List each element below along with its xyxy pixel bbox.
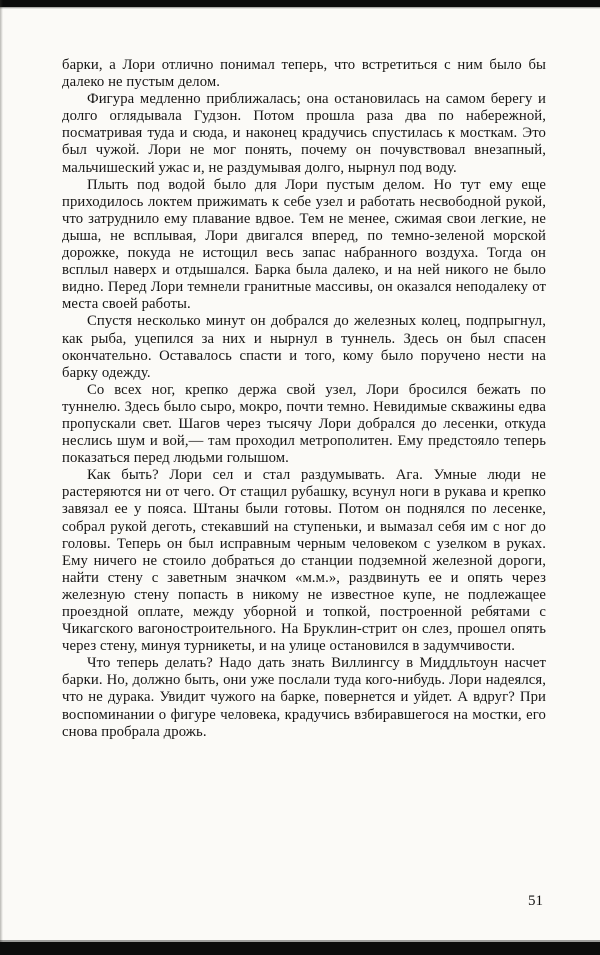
- scan-artifact-left-edge: [0, 0, 3, 955]
- scan-artifact-bottom-bar: [0, 942, 600, 955]
- scan-artifact-top-bar: [0, 0, 600, 7]
- paragraph: Со всех ног, крепко держа свой узел, Лори бросился бежать по туннелю. Здесь было сыро, мокро, почти темно. Невидимые скважины едва пропускали свет. Шагов через тысячу Лори добрался до лесенки, откуда неслись шум и вой,— там проходил метрополитен. Ему предстояло теперь показаться перед людьми голышом.: [62, 381, 546, 467]
- paragraph: Спустя несколько минут он добрался до железных колец, подпрыгнул, как рыба, уцепился за них и нырнул в туннель. Здесь он был спасен окончательно. Оставалось спасти и того, кому было поручено нести на барку одежду.: [62, 313, 546, 381]
- paragraph: барки, а Лори отлично понимал теперь, что встретиться с ним было бы далеко не пустым делом.: [62, 57, 546, 91]
- paragraph: Фигура медленно приближалась; она остановилась на самом берегу и долго оглядывала Гудзон. Потом прошла раза два по набережной, посматривая туда и сюда, и наконец крадучись спустилась к мосткам. Это был чужой. Лори не мог понять, почему он почувствовал внезапный, мальчишеский ужас и, не раздумывая долго, нырнул под воду.: [62, 91, 546, 176]
- paragraph: Как быть? Лори сел и стал раздумывать. Ага. Умные люди не растеряются ни от чего. От стащил рубашку, всунул ноги в рукава и крепко завязал ее у пояса. Штаны были готовы. Потом он поднялся по лесенке, собрал рукой деготь, стекавший на ступеньки, и вымазал себя им с ног до головы. Теперь он был исправным черным человеком с узелком в руках. Ему ничего не стоило добраться до станции подземной железной дороги, найти стену с заветным значком «м.м.», раздвинуть ее и опять через железную стену попасть в никому не известное купе, не подлежащее проездной оплате, между уборной и топкой, построенной ребятами с Чикагского вагоностроительного. На Бруклин-стрит он слез, прошел опять через стену, минуя турникеты, и на улице остановился в задумчивости.: [62, 467, 546, 655]
- page-number: 51: [528, 893, 543, 909]
- paragraph: Что теперь делать? Надо дать знать Виллингсу в Миддльтоун насчет барки. Но, должно быть, они уже послали туда кого-нибудь. Лори надеялся, что не дурака. Увидит чужого на барке, повернется и уйдет. А вдруг? При воспоминании о фигуре человека, крадучись взбиравшегося на мостки, его снова пробрала дрожь.: [62, 655, 546, 740]
- text-block: [62, 57, 546, 741]
- paragraph: Плыть под водой было для Лори пустым делом. Но тут ему еще приходилось локтем прижимать к себе узел и работать несвободной рукой, что затруднило ему плавание вдвое. Тем не менее, сжимая свои легкие, не дыша, не всплывая, Лори двигался вперед, по темно-зеленой морской дорожке, покуда не истощил весь запас набранного воздуха. Тогда он всплыл наверх и отдышался. Барка была далеко, и на ней никого не было видно. Перед Лори темнели гранитные массивы, он оказался неподалеку от места своей работы.: [62, 176, 546, 313]
